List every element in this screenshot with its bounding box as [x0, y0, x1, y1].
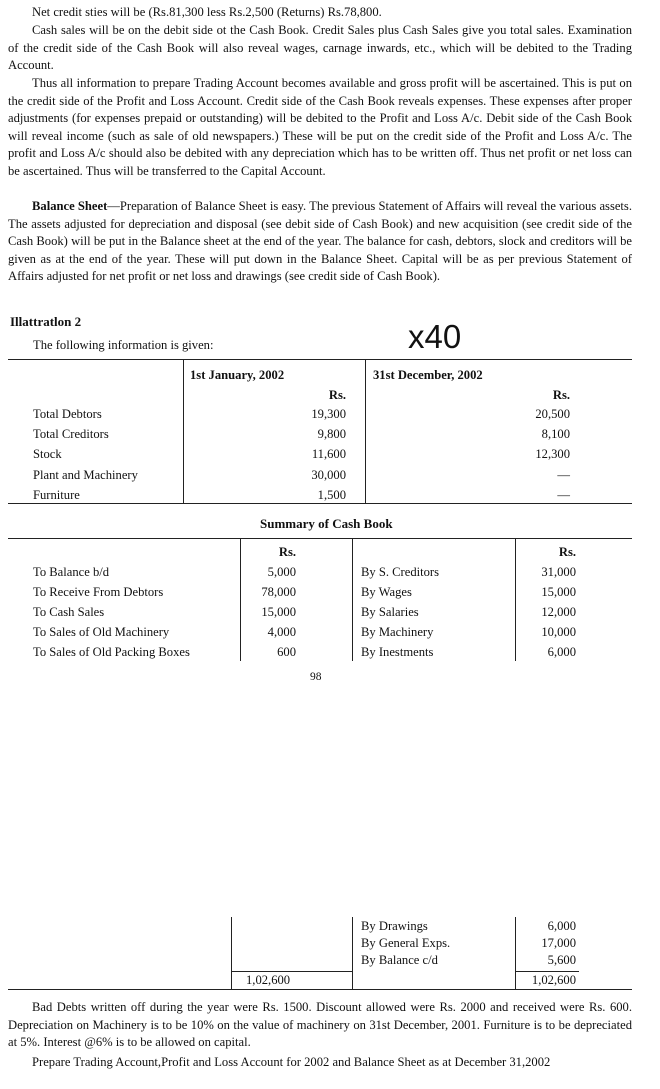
debit-amount: 5,000 [267, 565, 296, 579]
credit-label: By General Exps. [361, 936, 451, 950]
credit-amount: 5,600 [547, 953, 576, 967]
table-top-rule [8, 359, 632, 360]
unit-dec: Rs. [552, 388, 570, 402]
credit-amount: 10,000 [541, 625, 576, 639]
debit-amount: 15,000 [261, 605, 296, 619]
x40-label: x40 [408, 318, 462, 355]
debit-label: To Balance b/d [33, 565, 110, 579]
credit-amount: 15,000 [541, 585, 576, 599]
row-label: Total Creditors [33, 427, 109, 441]
credit-amount: 17,000 [541, 936, 576, 950]
row-value-jan: 30,000 [311, 468, 346, 482]
row-value-jan: 11,600 [311, 447, 346, 461]
credit-total: 1,02,600 [531, 973, 576, 987]
debit-amount: 4,000 [267, 625, 296, 639]
debit-label: To Receive From Debtors [33, 585, 164, 599]
credit-label: By Inestments [361, 645, 434, 659]
row-value-jan: 9,800 [317, 427, 346, 441]
credit-amount: 12,000 [541, 605, 576, 619]
row-value-dec: 8,100 [541, 427, 570, 441]
paragraph-bad-debts: Bad Debts written off during the year were Rs. 1500. Discount allowed were Rs. 2000 and received were Rs. 600. Depreciation on Machinery is to be 10% on the value of machinery on 31st December, 2001. Furniture is to be depreciated at 5%. Interest @6% is to be allowed on capital. [8, 1000, 632, 1050]
cont-bottom-rule [8, 989, 632, 990]
debit-amount: 78,000 [261, 585, 296, 599]
row-label: Stock [33, 447, 62, 461]
cont-divider-1 [231, 917, 232, 989]
row-value-jan: 1,500 [317, 488, 346, 502]
credit-amount: 31,000 [541, 565, 576, 579]
col-header-jan: 1st January, 2002 [190, 368, 285, 382]
page-number: 98 [310, 671, 322, 683]
debit-total: 1,02,600 [246, 973, 291, 987]
paragraph-balance-sheet [8, 198, 632, 286]
credit-label: By Salaries [361, 605, 419, 619]
paragraph-trading-account: Thus all information to prepare Trading Account becomes available and gross profit will be ascertained. This is put on the credit side of the Profit and Loss Account. Credit side of the Cash Book reveals expenses. These expenses after proper adjustments (for expenses prepaid or outstanding) will be debited to the Profit and Loss A/c. Debit side of the Cash Book will reveal income (such as sale of old newspapers.) These will be put on the credit side of the Profit and Loss A/c. The profit and Loss A/c should also be debited with any depreciation which has to be written off. Thus net profit or net loss can be ascertained. Thus will be transferred to the Capital Account. [8, 76, 632, 178]
row-label: Furniture [33, 488, 80, 502]
given-text: The following information is given: [33, 338, 214, 352]
credit-amount: 6,000 [547, 645, 576, 659]
illustration-title: Illattratlon 2 [10, 314, 82, 329]
debit-unit: Rs. [278, 545, 296, 559]
unit-jan: Rs. [328, 388, 346, 402]
row-label: Total Debtors [33, 407, 102, 421]
cash-book-divider-2 [352, 538, 353, 661]
credit-label: By Wages [361, 585, 412, 599]
credit-label: By Machinery [361, 625, 434, 639]
table-divider-1 [183, 359, 184, 503]
debit-label: To Sales of Old Machinery [33, 625, 170, 639]
credit-unit: Rs. [558, 545, 576, 559]
row-value-dec: 20,500 [535, 407, 570, 421]
table-divider-2 [365, 359, 366, 503]
balance-sheet-text: —Preparation of Balance Sheet is easy. The previous Statement of Affairs will reveal the various assets. The assets adjusted for depreciation and disposal (see debit side of Cash Book) and new acquisition (see credit side of the Cash Book) will be put in the Balance sheet at the end of the year. The balance for cash, debtors, slock and creditors will be given as at the end of the year. These will put down in the Balance Sheet. Capital will be as per previous Statement of Affairs adjusted for net profit or net loss and drawings (see credit side of Cash Book). [8, 199, 632, 284]
cash-book-top-rule [8, 538, 632, 539]
debit-amount: 600 [277, 645, 296, 659]
credit-amount: 6,000 [547, 919, 576, 933]
balance-sheet-heading: Balance Sheet [32, 199, 108, 213]
credit-label: By Drawings [361, 919, 428, 933]
row-value-jan: 19,300 [311, 407, 346, 421]
cash-book-title: Summary of Cash Book [260, 516, 393, 531]
row-value-dec: 12,300 [535, 447, 570, 461]
cont-divider-2 [352, 917, 353, 989]
credit-label: By S. Creditors [361, 565, 440, 579]
paragraph-prepare: Prepare Trading Account,Profit and Loss Account for 2002 and Balance Sheet as at December 31,2002 [32, 1055, 551, 1069]
row-value-dec: — [557, 488, 570, 502]
row-label: Plant and Machinery [33, 468, 138, 482]
credit-label: By Balance c/d [361, 953, 438, 967]
paragraph-cash-sales: Cash sales will be on the debit side ot the Cash Book. Credit Sales plus Cash Sales give you total sales. Examination of the credit side of the Cash Book will also reveal wages, carnage inwards, etc., which will be debited to the Trading Account. [8, 23, 632, 73]
debit-label: To Cash Sales [33, 605, 105, 619]
debit-label: To Sales of Old Packing Boxes [33, 645, 190, 659]
col-header-dec: 31st December, 2002 [373, 368, 483, 382]
row-value-dec: — [557, 468, 570, 482]
paragraph-net-credit-sales: Net credit sties will be (Rs.81,300 less Rs.2,500 (Returns) Rs.78,800. [32, 5, 382, 19]
